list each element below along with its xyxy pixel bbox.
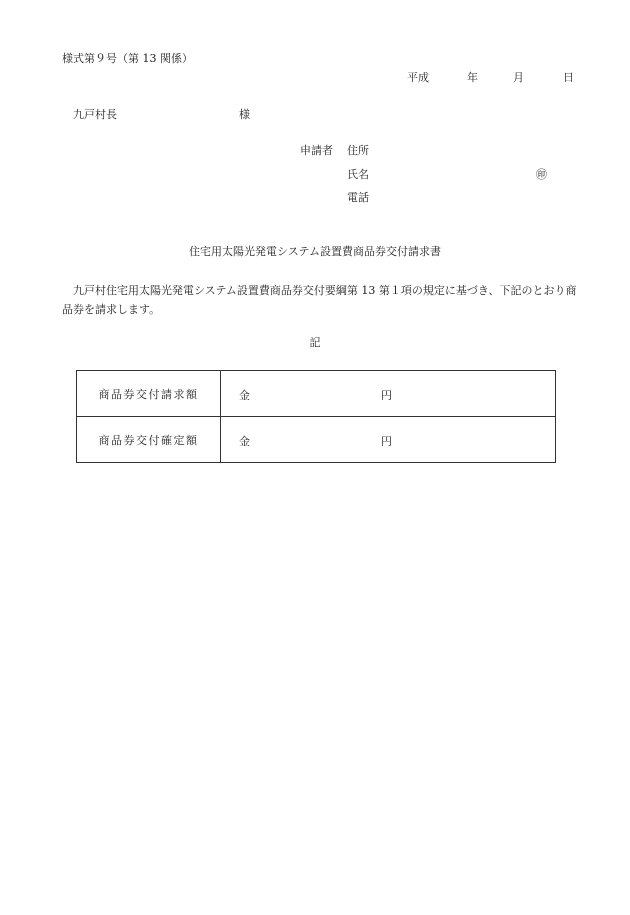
table-row [77, 371, 556, 417]
date-era: 平成 [407, 71, 429, 84]
form-number: 様式第９号（第 13 関係） [62, 52, 193, 65]
amount-prefix: 金 [239, 435, 250, 448]
applicant-label: 申請者 [300, 144, 333, 157]
confirmed-amount-field[interactable] [221, 417, 556, 463]
table-row [77, 417, 556, 463]
confirmed-amount-label: 商品券交付確定額 [77, 417, 221, 463]
request-amount-label: 商品券交付請求額 [77, 371, 221, 417]
addressee-honorific: 様 [239, 108, 250, 121]
seal-mark: ㊞ [536, 168, 547, 181]
ki-heading: 記 [309, 336, 321, 349]
date-day: 日 [563, 71, 574, 84]
body-text: 九戸村住宅用太陽光発電システム設置費商品券交付要綱第 13 第１項の規定に基づき、下記のとおり商品券を請求します。 [62, 284, 577, 316]
amount-table [76, 370, 556, 463]
amount-prefix: 金 [239, 389, 250, 402]
request-amount-field[interactable] [221, 371, 556, 417]
amount-suffix: 円 [381, 389, 392, 402]
addressee-name: 九戸村長 [73, 108, 117, 121]
phone-label: 電話 [347, 191, 369, 204]
document-title: 住宅用太陽光発電システム設置費商品券交付請求書 [189, 245, 441, 258]
amount-suffix: 円 [381, 435, 392, 448]
date-month: 月 [513, 71, 524, 84]
name-label: 氏名 [347, 168, 369, 181]
date-year: 年 [467, 71, 478, 84]
address-label: 住所 [347, 144, 369, 157]
